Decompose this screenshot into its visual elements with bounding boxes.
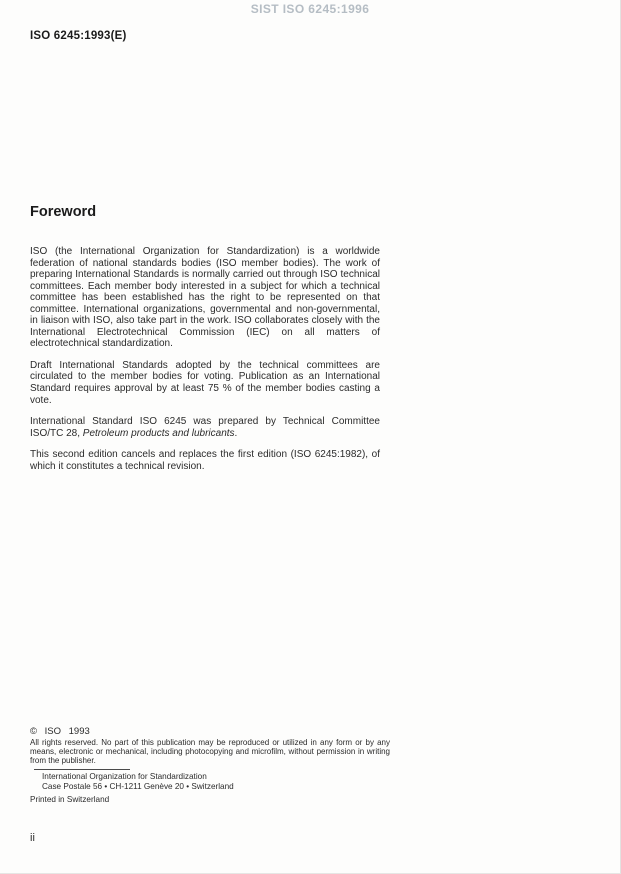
printed-in-notice: Printed in Switzerland [30, 795, 110, 804]
foreword-paragraph-3 [30, 416, 380, 439]
foreword-paragraph-1: ISO (the International Organization for Standardization) is a worldwide federation of national standards bodies (ISO member bodies). The work of preparing International Standards is normally carried out through ISO technical committees. Each member body interested in a subject for which a technical committee has been established has the right to be represented on that committee. International organizations, governmental and non-governmental, in liaison with ISO, also take part in the work. ISO collaborates closely with the International Electrotechnical Commission (IEC) on all matters of electrotechnical standardization. [30, 246, 380, 350]
foreword-paragraph-3-period: . [234, 427, 238, 439]
page-number: ii [30, 832, 35, 844]
foreword-body [30, 246, 380, 482]
foreword-heading: Foreword [30, 204, 97, 220]
publisher-address: Case Postale 56 • CH-1211 Genève 20 • Switzerland [42, 782, 234, 791]
foreword-paragraph-3-text: International Standard ISO 6245 was prepared by Technical Committee ISO/TC 28, [30, 416, 380, 439]
rights-notice: All rights reserved. No part of this publication may be reproduced or utilized in any form or by any means, electronic or mechanical, including photocopying and microfilm, without permission in writing from the publisher. [30, 738, 390, 765]
publisher-name: International Organization for Standardization [42, 772, 207, 781]
document-reference: ISO 6245:1993(E) [30, 30, 127, 42]
footer-divider [34, 769, 130, 770]
publisher-block [42, 772, 234, 792]
foreword-paragraph-2: Draft International Standards adopted by the technical committees are circulated to the member bodies for voting. Publication as an International Standard requires approval by at least 75 % of the member bodies casting a vote. [30, 359, 380, 406]
technical-committee-title: Petroleum products and lubricants [82, 427, 235, 439]
sist-watermark-header: SIST ISO 6245:1996 [250, 2, 370, 16]
copyright-line: © ISO 1993 [30, 726, 90, 737]
foreword-paragraph-4: This second edition cancels and replaces the first edition (ISO 6245:1982), of which it constitutes a technical revision. [30, 449, 380, 472]
